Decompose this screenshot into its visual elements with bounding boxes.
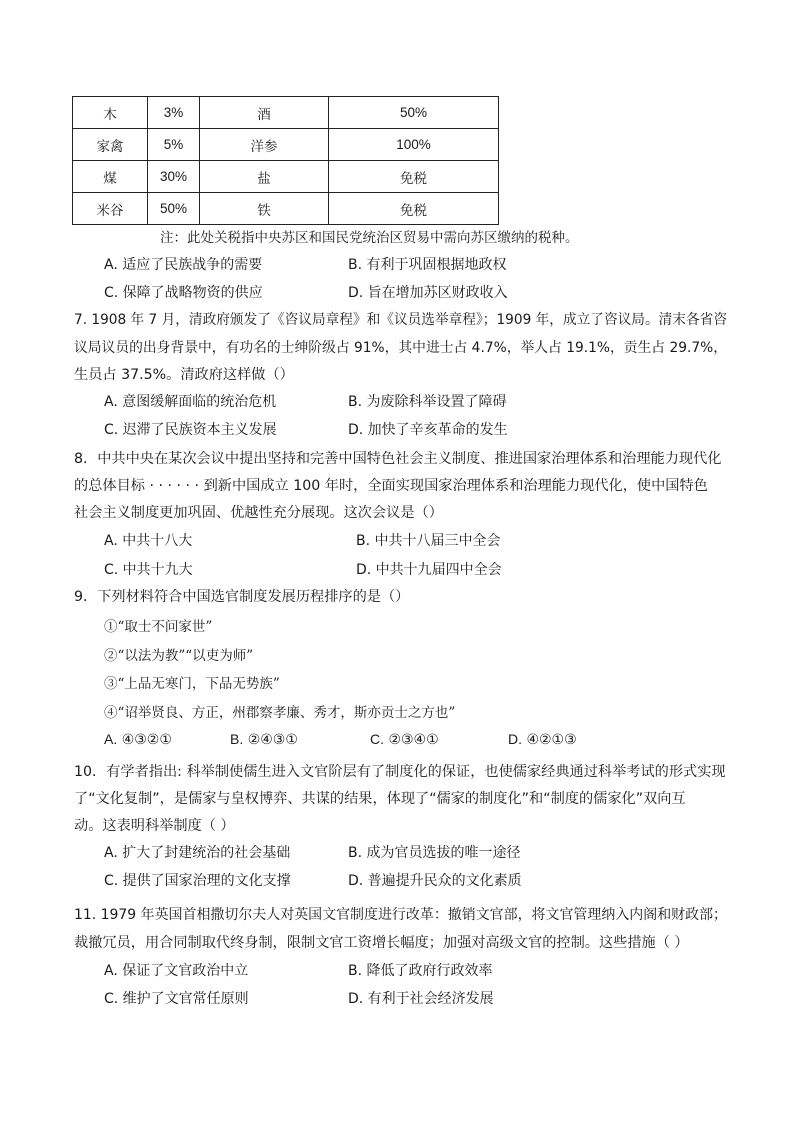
q10-option-a: A. 扩大了封建统治的社会基础 bbox=[104, 845, 291, 861]
table-cell: 5% bbox=[148, 129, 200, 161]
q8-stem-line-2: 的总体目标 · · · · · · 到新中国成立 100 年时，全面实现国家治理体系和治理能力现代化，使中国特色 bbox=[74, 478, 708, 494]
q10-option-d: D. 普遍提升民众的文化素质 bbox=[348, 873, 522, 889]
q6-option-c: C. 保障了战略物资的供应 bbox=[104, 285, 263, 301]
q9-option-a bbox=[104, 731, 172, 748]
q11-stem-line-1: 11. 1979 年英国首相撒切尔夫人对英国文官制度进行改革：撤销文官部，将文官管理纳入内阁和财政部； bbox=[74, 907, 728, 923]
q9-option-b bbox=[230, 731, 298, 748]
q6-option-b: B. 有利于巩固根据地政权 bbox=[348, 257, 507, 273]
table-row bbox=[73, 129, 499, 161]
table-cell: 免税 bbox=[329, 193, 499, 225]
table-cell: 100% bbox=[329, 129, 499, 161]
q7-option-d: D. 加快了辛亥革命的发生 bbox=[348, 422, 508, 438]
table-cell: 30% bbox=[148, 161, 200, 193]
table-row bbox=[73, 193, 499, 225]
q8-stem-line-3: 社会主义制度更加巩固、优越性充分展现。这次会议是（） bbox=[74, 505, 443, 521]
table-cell: 50% bbox=[148, 193, 200, 225]
table-row bbox=[73, 97, 499, 129]
table-cell: 3% bbox=[148, 97, 200, 129]
q7-stem-line-3: 生员占 37.5%。清政府这样做（） bbox=[74, 367, 294, 383]
option-letter: C. bbox=[370, 731, 384, 747]
table-cell: 酒 bbox=[200, 97, 329, 129]
q7-option-c: C. 迟滞了民族资本主义发展 bbox=[104, 422, 277, 438]
q9-item-2: ②“以法为教”“以吏为师” bbox=[104, 648, 254, 664]
q9-item-3: ③“上品无寒门，下品无势族” bbox=[104, 676, 280, 692]
table-cell: 铁 bbox=[200, 193, 329, 225]
table-cell: 盐 bbox=[200, 161, 329, 193]
table-row bbox=[73, 161, 499, 193]
table-cell: 米谷 bbox=[73, 193, 148, 225]
q9-option-d bbox=[508, 731, 577, 748]
q11-option-a: A. 保证了文官政治中立 bbox=[104, 963, 249, 979]
q10-stem-line-3: 动。这表明科举制度（ ） bbox=[74, 818, 235, 834]
table-cell: 家禽 bbox=[73, 129, 148, 161]
q7-option-b: B. 为废除科举设置了障碍 bbox=[348, 394, 507, 410]
q9-item-4: ④“诏举贤良、方正，州郡察孝廉、秀才，斯亦贡士之方也” bbox=[104, 705, 456, 721]
option-sequence: ②④③① bbox=[247, 732, 298, 748]
table-cell: 煤 bbox=[73, 161, 148, 193]
option-sequence: ②③④① bbox=[388, 732, 439, 748]
q10-stem-line-2: 了“文化复制”，是儒家与皇权博弈、共谋的结果，体现了“儒家的制度化”和“制度的儒家化”双向互 bbox=[74, 791, 686, 807]
q8-option-c: C. 中共十九大 bbox=[104, 562, 193, 578]
q10-stem-line-1: 10．有学者指出: 科举制使儒生进入文官阶层有了制度化的保证，也使儒家经典通过科举考试的形式实现 bbox=[74, 764, 726, 780]
q8-stem-line-1: 8．中共中央在某次会议中提出坚持和完善中国特色社会主义制度、推进国家治理体系和治理能力现代化 bbox=[74, 451, 722, 467]
option-letter: B. bbox=[230, 731, 244, 747]
option-letter: A. bbox=[104, 731, 118, 747]
q7-stem-line-2: 议局议员的出身背景中，有功名的士绅阶级占 91%，其中进士占 4.7%，举人占 19.1%，贡生占 29.7%， bbox=[74, 340, 728, 356]
tax-rate-table bbox=[72, 96, 499, 225]
option-letter: D. bbox=[508, 731, 522, 747]
q7-option-a: A. 意图缓解面临的统治危机 bbox=[104, 394, 277, 410]
q9-item-1: ①“取士不问家世” bbox=[104, 619, 213, 635]
q8-option-d: D. 中共十九届四中全会 bbox=[356, 562, 502, 578]
option-sequence: ④③②① bbox=[121, 732, 172, 748]
q8-option-b: B. 中共十八届三中全会 bbox=[356, 533, 501, 549]
table-cell: 木 bbox=[73, 97, 148, 129]
table-cell: 免税 bbox=[329, 161, 499, 193]
q11-option-b: B. 降低了政府行政效率 bbox=[348, 963, 493, 979]
table-note: 注：此处关税指中央苏区和国民党统治区贸易中需向苏区缴纳的税种。 bbox=[160, 230, 579, 246]
q6-option-d: D. 旨在增加苏区财政收入 bbox=[348, 285, 508, 301]
q11-stem-line-2: 裁撤冗员，用合同制取代终身制，限制文官工资增长幅度；加强对高级文官的控制。这些措施（ ） bbox=[74, 935, 689, 951]
q10-option-b: B. 成为官员选拔的唯一途径 bbox=[348, 845, 521, 861]
q11-option-c: C. 维护了文官常任原则 bbox=[104, 991, 249, 1007]
q7-stem-line-1: 7. 1908 年 7 月，清政府颁发了《咨议局章程》和《议员选举章程》；1909 年，成立了咨议局。清末各省咨 bbox=[74, 312, 727, 328]
q10-option-c: C. 提供了国家治理的文化支撑 bbox=[104, 873, 291, 889]
q6-option-a: A. 适应了民族战争的需要 bbox=[104, 257, 263, 273]
q11-option-d: D. 有利于社会经济发展 bbox=[348, 991, 494, 1007]
q9-option-c bbox=[370, 731, 439, 748]
q8-option-a: A. 中共十八大 bbox=[104, 533, 193, 549]
q9-stem: 9．下列材料符合中国选官制度发展历程排序的是（） bbox=[74, 589, 410, 605]
table-cell: 洋参 bbox=[200, 129, 329, 161]
table-cell: 50% bbox=[329, 97, 499, 129]
option-sequence: ④②①③ bbox=[526, 732, 577, 748]
